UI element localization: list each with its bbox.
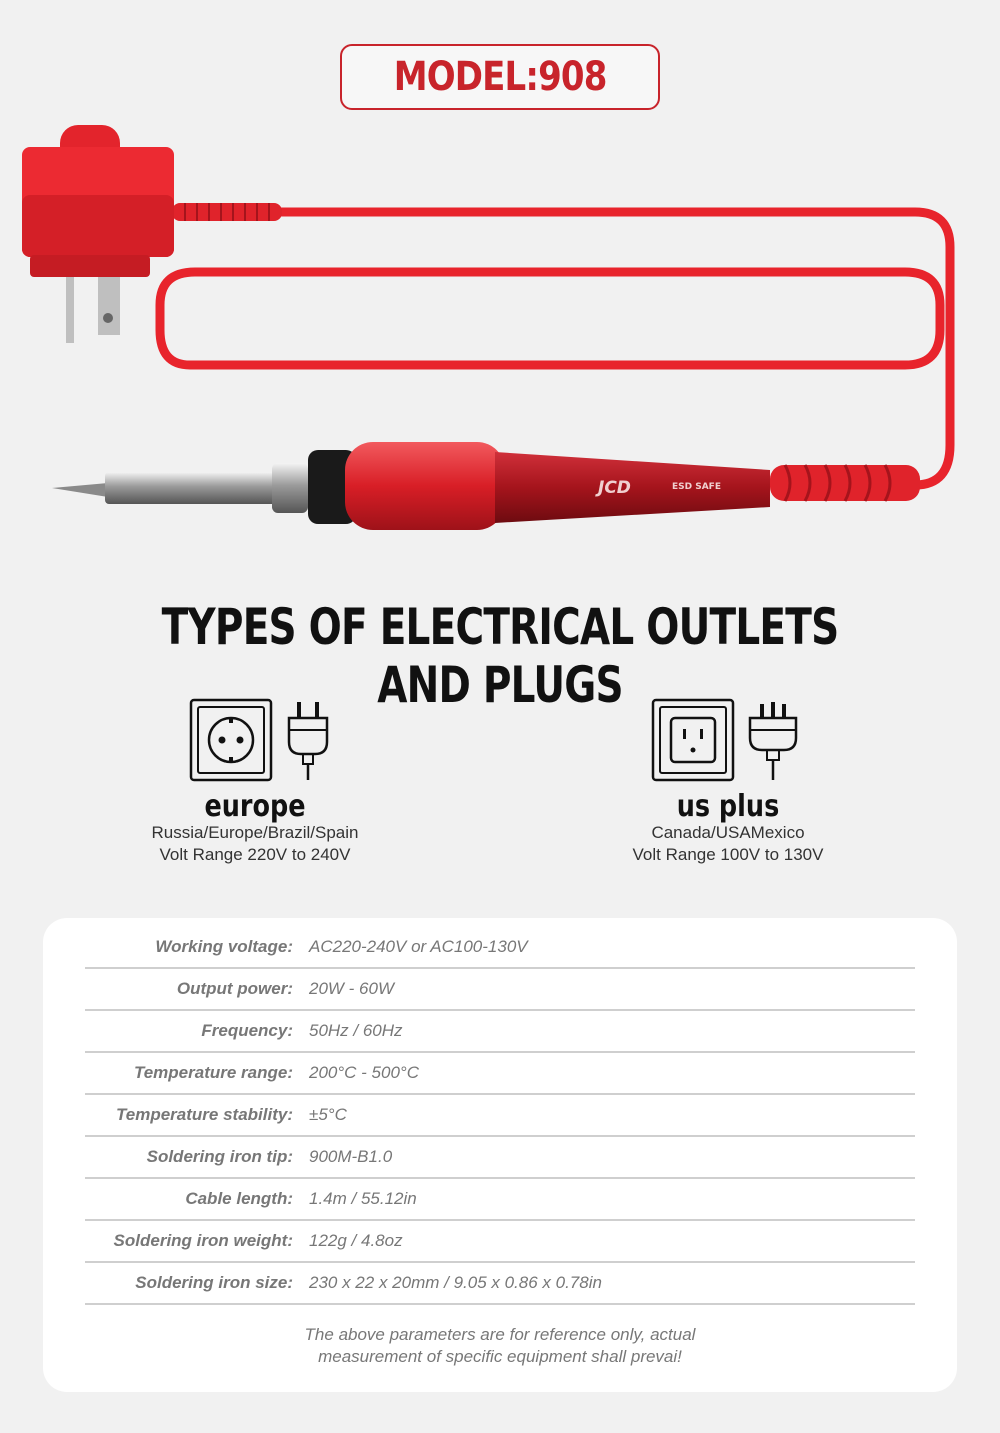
plug-strain-relief bbox=[172, 203, 282, 221]
brand-logo: JCD bbox=[598, 478, 631, 498]
spec-value: 50Hz / 60Hz bbox=[309, 1021, 403, 1040]
spec-row bbox=[85, 1137, 915, 1179]
spec-card bbox=[43, 918, 957, 1392]
section-title: TYPES OF ELECTRICAL OUTLETS AND PLUGS bbox=[161, 598, 839, 714]
spec-label: Soldering iron tip: bbox=[146, 1147, 293, 1166]
spec-label: Cable length: bbox=[185, 1189, 293, 1208]
disclaimer-line: The above parameters are for reference only, actual bbox=[304, 1325, 696, 1344]
spec-row bbox=[85, 1221, 915, 1263]
us-socket-icon bbox=[651, 698, 737, 784]
spec-row bbox=[85, 1053, 915, 1095]
model-badge bbox=[340, 44, 660, 110]
esd-label: ESD SAFE bbox=[672, 482, 721, 492]
spec-label: Temperature stability: bbox=[116, 1105, 293, 1124]
spec-row bbox=[85, 969, 915, 1011]
spec-label: Soldering iron weight: bbox=[113, 1231, 293, 1250]
spec-label: Working voltage: bbox=[155, 937, 293, 956]
plug-name-europe: europe bbox=[204, 789, 306, 824]
model-label: MODEL:908 bbox=[393, 54, 607, 100]
plug-voltage-us: Volt Range 100V to 130V bbox=[632, 845, 824, 864]
soldering-tip bbox=[52, 463, 308, 513]
plug-countries-europe: Russia/Europe/Brazil/Spain bbox=[151, 823, 359, 842]
plug-name-us: us plus bbox=[676, 789, 780, 824]
spec-label: Output power: bbox=[176, 979, 293, 998]
plug-voltage-europe: Volt Range 220V to 240V bbox=[159, 845, 351, 864]
spec-row bbox=[85, 1011, 915, 1053]
plug-countries-us: Canada/USAMexico bbox=[651, 823, 805, 842]
spec-label: Frequency: bbox=[201, 1021, 293, 1040]
spec-row bbox=[85, 1179, 915, 1221]
us-plug-icon bbox=[746, 698, 800, 784]
eu-socket-icon bbox=[189, 698, 275, 784]
spec-value: 200°C - 500°C bbox=[309, 1063, 419, 1082]
us-power-plug bbox=[22, 125, 174, 343]
spec-label: Soldering iron size: bbox=[135, 1273, 293, 1292]
spec-row bbox=[85, 1263, 915, 1305]
spec-value: 1.4m / 55.12in bbox=[309, 1189, 417, 1208]
spec-value: 230 x 22 x 20mm / 9.05 x 0.86 x 0.78in bbox=[309, 1273, 602, 1292]
plug-type-us bbox=[528, 696, 928, 866]
disclaimer-line: measurement of specific equipment shall prevai! bbox=[318, 1347, 682, 1366]
spec-value: 900M-B1.0 bbox=[309, 1147, 393, 1166]
spec-value: ±5°C bbox=[309, 1105, 347, 1124]
plug-type-europe bbox=[55, 696, 455, 866]
spec-value: AC220-240V or AC100-130V bbox=[309, 937, 528, 956]
soldering-iron-image bbox=[0, 115, 1000, 555]
spec-row bbox=[85, 927, 915, 969]
handle-strain-relief bbox=[770, 465, 920, 501]
spec-value: 122g / 4.8oz bbox=[309, 1231, 403, 1250]
disclaimer-note bbox=[43, 1324, 957, 1368]
eu-plug-icon bbox=[285, 698, 335, 784]
spec-row bbox=[85, 1095, 915, 1137]
spec-value: 20W - 60W bbox=[309, 979, 395, 998]
spec-label: Temperature range: bbox=[133, 1063, 293, 1082]
